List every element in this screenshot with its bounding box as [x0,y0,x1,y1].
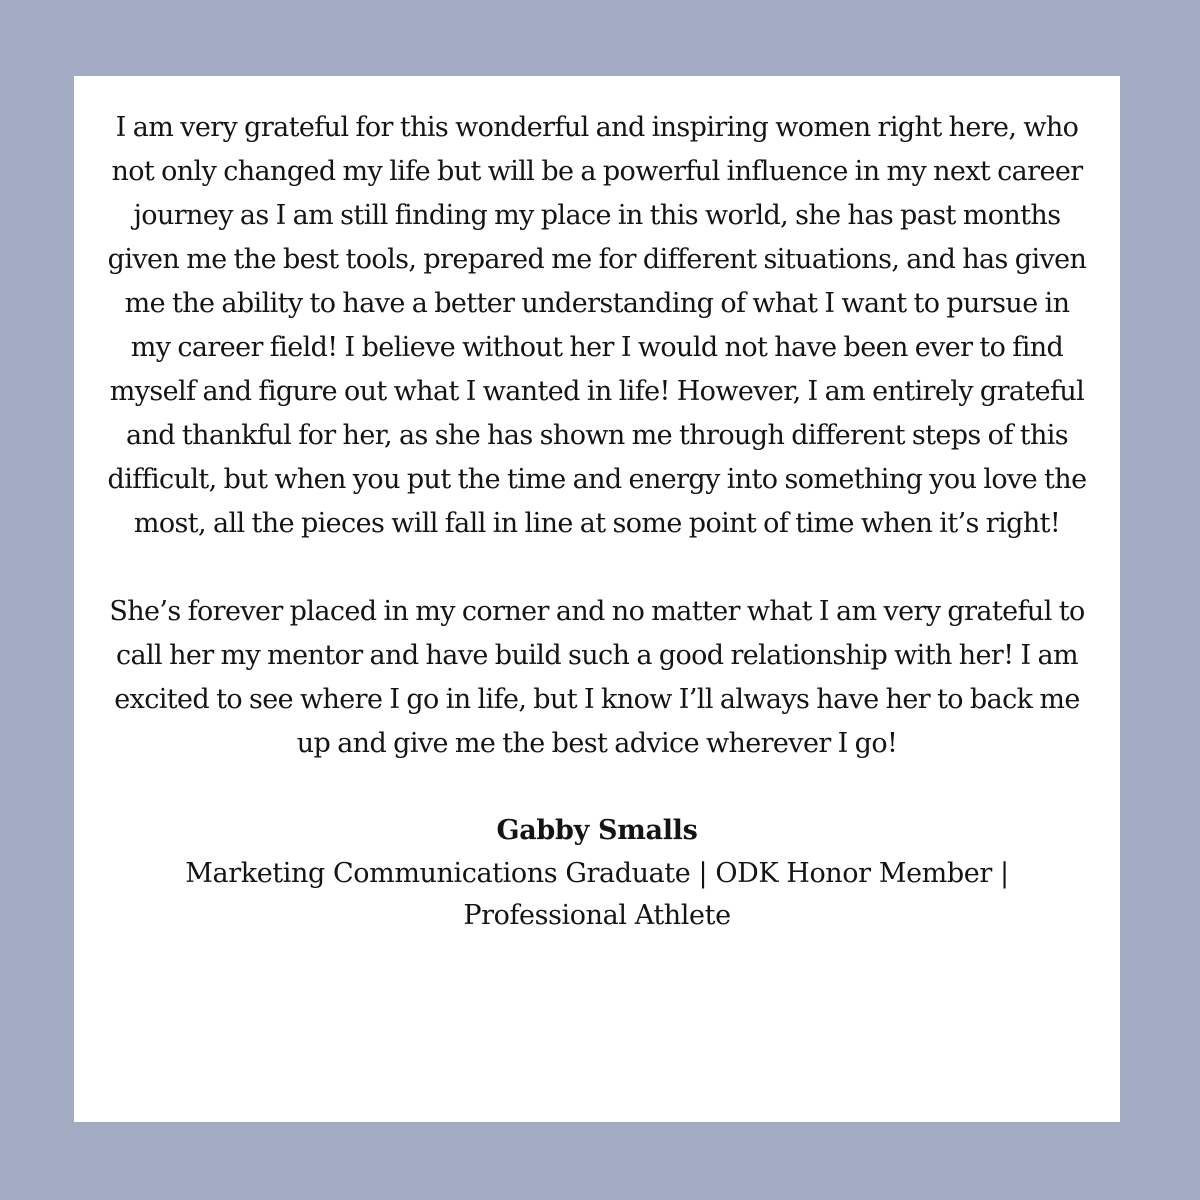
author-name: Gabby Smalls [496,815,698,846]
testimonial-paragraph-2: She’s forever placed in my corner and no matter what I am very grateful to call her my mentor and have build such a good relationship with her! I am excited to see where I go in life, but I know I’ll always have her to back me up and give me the best advice wherever I go! [109,596,1085,759]
author-title: Marketing Communications Graduate | ODK Honor Member | Professional Athlete [185,858,1009,931]
testimonial-card [74,76,1120,1122]
testimonial-paragraph-1: I am very grateful for this wonderful and inspiring women right here, who not only changed my life but will be a powerful influence in my next career journey as I am still finding my place in this world, she has past months given me the best tools, prepared me for different situations, and has given me the ability to have a better understanding of what I want to pursue in my career field! I believe without her I would not have been ever to find myself and figure out what I wanted in life! However, I am entirely grateful and thankful for her, as she has shown me through different steps of this difficult, but when you put the time and energy into something you love the most, all the pieces will fall in line at some point of time when it’s right! [107,112,1087,539]
